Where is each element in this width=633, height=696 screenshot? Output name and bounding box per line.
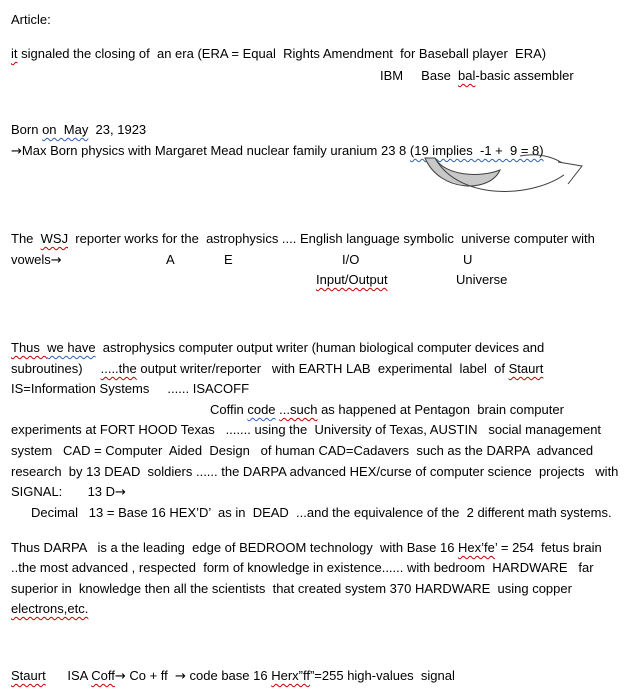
paragraph-decimal: Decimal 13 = Base 16 HEX’D’ as in DEAD ...and the equivalence of the 2 different math systems. xyxy=(31,505,612,520)
paragraph-superior: superior in knowledge then all the scientists that created system 370 HARDWARE using copper xyxy=(11,581,572,596)
paragraph-vowels: vowels→ xyxy=(11,252,62,268)
right-arrow-icon: → xyxy=(115,485,126,500)
vowel-u: U xyxy=(463,252,473,267)
paragraph-thus: Thus we have astrophysics computer output writer (human biological computer devices and xyxy=(11,340,545,355)
paragraph-coffin: Coffin code ...such as happened at Pentagon brain computer xyxy=(210,402,564,417)
right-arrow-icon: → xyxy=(175,669,186,684)
paragraph-wsj: The WSJ reporter works for the astrophysics .... English language symbolic universe computer with xyxy=(11,231,595,246)
vowel-word-io: Input/Output xyxy=(316,272,388,287)
right-arrow-icon: → xyxy=(50,253,62,268)
paragraph-research: research by 13 DEAD soldiers ...... the DARPA advanced HEX/curse of computer science projects with xyxy=(11,464,619,479)
paragraph-most-advanced: ..the most advanced , respected form of knowledge in existence...... with bedroom HARDWARE far xyxy=(11,560,594,575)
paragraph-era: it signaled the closing of an era (ERA = Equal Rights Amendment for Baseball player ERA) xyxy=(11,46,547,61)
paragraph-is: IS=Information Systems ...... ISACOFF xyxy=(11,381,250,396)
paragraph-max-born: →Max Born physics with Margaret Mead nuclear family uranium 23 8 (19 implies -1 + 9 = 8) xyxy=(11,143,544,159)
paragraph-cad: system CAD = Computer Aided Design of human CAD=Cadavers such as the DARPA advanced xyxy=(11,443,594,458)
article-label: Article: xyxy=(11,12,51,27)
right-arrow-icon: → xyxy=(114,669,126,684)
paragraph-ibm: IBM Base bal-basic assembler xyxy=(380,68,574,83)
paragraph-born: Born on May 23, 1923 xyxy=(11,122,147,137)
vowel-a: A xyxy=(166,252,175,267)
right-arrow-icon: → xyxy=(11,144,22,159)
paragraph-staurt: Staurt ISA Coff→ Co + ff → code base 16 Herx”ff”=255 high-values signal xyxy=(11,668,455,684)
paragraph-subroutines: subroutines) .....the output writer/reporter with EARTH LAB experimental label of Staurt xyxy=(11,361,544,376)
curved-arrow-shape xyxy=(420,148,590,198)
vowel-word-u: Universe xyxy=(456,272,508,287)
vowel-e: E xyxy=(224,252,233,267)
paragraph-signal: SIGNAL: 13 D→ xyxy=(11,484,126,500)
paragraph-darpa: Thus DARPA is a the leading edge of BEDROOM technology with Base 16 Hex’fe’ = 254 fetus brain xyxy=(11,540,602,555)
paragraph-electrons: electrons,etc. xyxy=(11,601,89,616)
paragraph-fort-hood: experiments at FORT HOOD Texas ....... using the University of Texas, AUSTIN social management xyxy=(11,422,602,437)
vowel-io: I/O xyxy=(342,252,360,267)
